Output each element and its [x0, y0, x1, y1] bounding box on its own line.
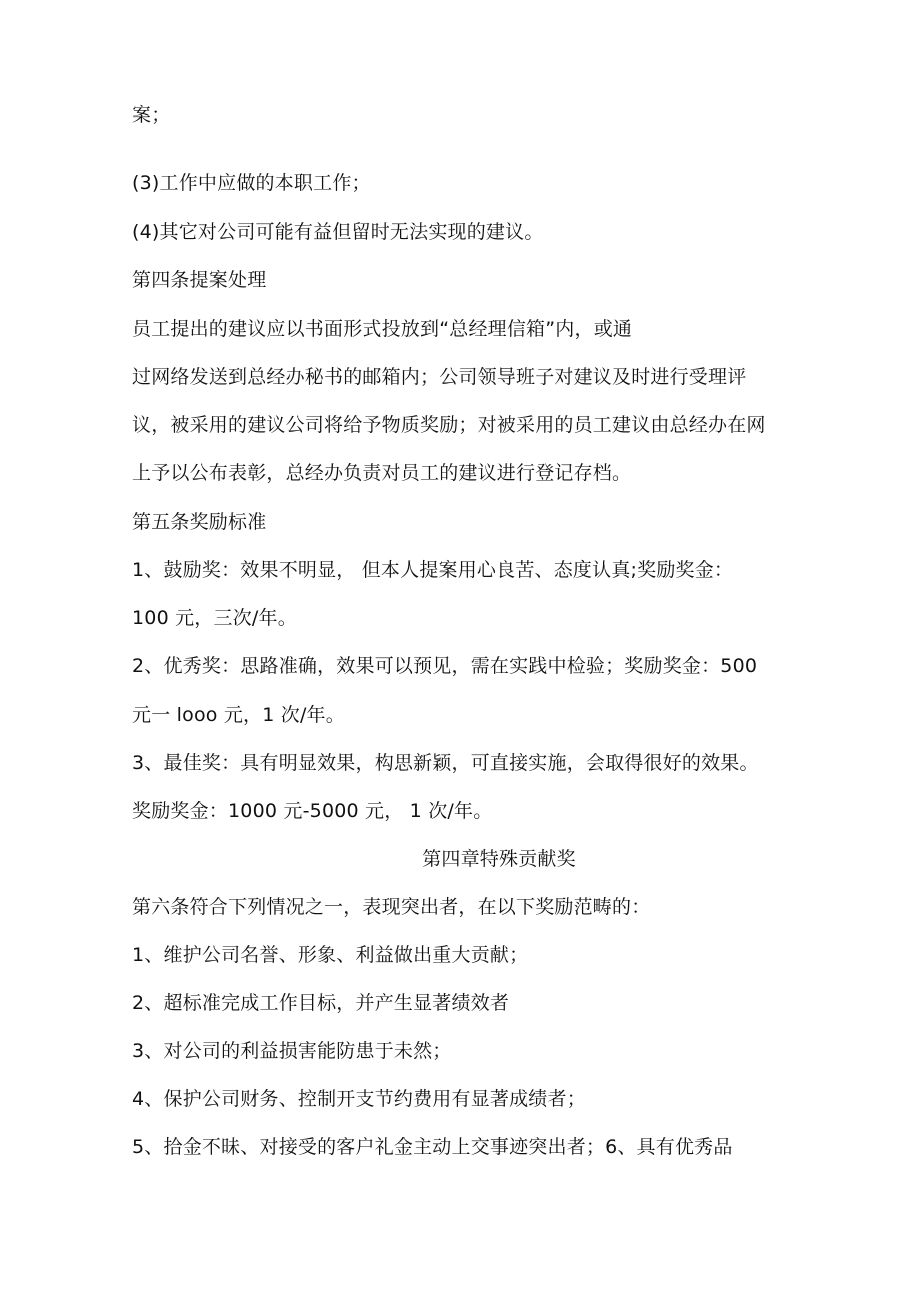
chapter-heading: 第四章特殊贡献奖 [422, 848, 576, 870]
text-line: (4)其它对公司可能有益但留时无法实现的建议。 [132, 221, 544, 243]
text-line: 1、维护公司名誉、形象、利益做出重大贡献； [132, 944, 529, 966]
text-line: 3、最佳奖：具有明显效果，构思新颖，可直接实施，会取得很好的效果。 [132, 752, 759, 774]
text-line: 过网络发送到总经办秘书的邮箱内；公司领导班子对建议及时进行受理评 [132, 366, 747, 388]
text-line: 2、超标准完成工作目标，并产生显著绩效者 [132, 992, 510, 1014]
text-line: 员工提出的建议应以书面形式投放到“总经理信箱”内，或通 [132, 318, 633, 340]
text-line: 上予以公布表彰，总经办负责对员工的建议进行登记存档。 [132, 462, 632, 484]
text-line: 议，被采用的建议公司将给予物质奖励；对被采用的员工建议由总经办在网 [132, 414, 766, 436]
text-line: 奖励奖金：1000 元-5000 元， 1 次/年。 [132, 800, 493, 822]
section-heading: 第四条提案处理 [132, 269, 267, 291]
text-line: 100 元，三次/年。 [132, 607, 297, 629]
section-heading: 第五条奖励标准 [132, 511, 267, 533]
text-line: 元一 looo 元，1 次/年。 [132, 704, 345, 726]
text-line: 3、对公司的利益损害能防患于未然； [132, 1040, 452, 1062]
text-line: 2、优秀奖：思路准确，效果可以预见，需在实践中检验；奖励奖金：500 [132, 655, 758, 677]
text-line: 第六条符合下列情况之一，表现突出者，在以下奖励范畴的： [132, 896, 651, 918]
text-line: 案； [132, 104, 171, 126]
text-line: 5、拾金不昧、对接受的客户礼金主动上交事迹突出者；6、具有优秀品 [132, 1136, 733, 1158]
text-line: 1、鼓励奖：效果不明显， 但本人提案用心良苦、态度认真;奖励奖金： [132, 559, 734, 581]
text-line: (3)工作中应做的本职工作； [132, 172, 371, 194]
text-line: 4、保护公司财务、控制开支节约费用有显著成绩者； [132, 1088, 586, 1110]
